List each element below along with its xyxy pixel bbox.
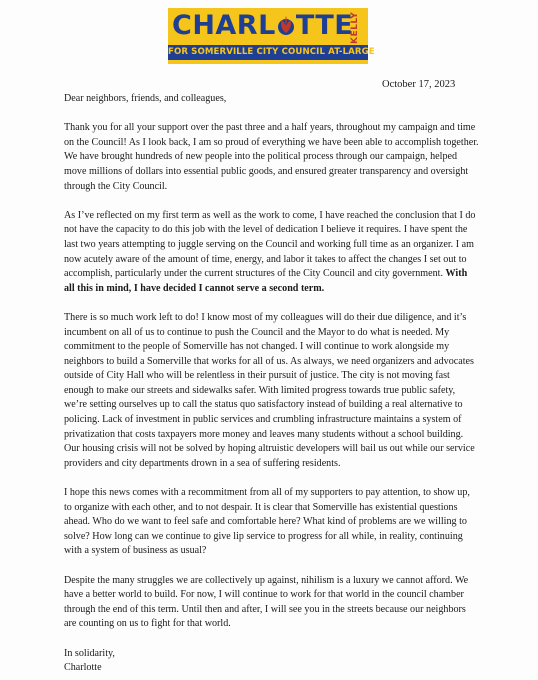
signature: Charlotte: [64, 662, 102, 674]
campaign-logo: [168, 8, 375, 64]
logo-wordmark: [172, 9, 354, 43]
paragraph-2-text: As I’ve reflected on my first term as well as the work to come, I have reached the conclusion that I do not have the capacity to do this job with the level of dedication I believe it requires. I have spent the last two years attempting to juggle serving on the Council and working full time as an organizer. I am now acutely aware of the amount of time, energy, and labor it takes to affect the changes I set out to accomplish, particularly under the current structures of the City Council and city government.: [64, 209, 476, 280]
paragraph-4: I hope this news comes with a recommitment from all of my supporters to pay attention, to show up, to organize with each other, and to not despair. It is clear that Somerville has existential questions ahead. Who do we want to feel safe and comfortable here? What kind of problems are we willing to solve? How long can we continue to give lip service to progress for all while, in reality, continuing with a system of business as usual?: [64, 487, 470, 557]
letter-date: October 17, 2023: [382, 79, 456, 90]
flower-icon: [277, 12, 295, 36]
paragraph-5: Despite the many struggles we are collectively up against, nihilism is a luxury we cannot afford. We have a better world to build. For now, I will continue to work for that world in the council chamber through the end of this term. Until then and after, I will see you in the streets because our neighbors are counting on us to fight for that world.: [64, 574, 469, 630]
closing-salutation: In solidarity,: [64, 647, 115, 659]
letter-closing: [64, 647, 480, 676]
paragraph-3: There is so much work left to do! I know most of my colleagues will do their due diligence, and it’s incumbent on all of us to continue to push the Council and the Mayor to do what is needed. My commitment to the people of Somerville has not changed. I will continue to work alongside my neighbors to build a Somerville that works for all of us. As always, we need organizers and advocates outside of City Hall who will be relentless in their pursuit of justice. The city is not moving fast enough to make our streets and sidewalks safer. With limited progress towards true public safety, we’re setting ourselves up to call the status quo satisfactory instead of building a real alternative to policing. Lack of investment in public services and crumbling infrastructure maintains a system of privatization that costs taxpayers more money and leaves many students without a school building. Our housing crisis will not be solved by hoping altruistic developers will bail us out while our service providers and city departments drown in a sea of suffering residents.: [64, 311, 475, 469]
letter-greeting: Dear neighbors, friends, and colleagues,: [64, 93, 227, 104]
paragraph-2-bold: With all this in mind, I have decided I cannot serve a second term.: [64, 268, 468, 294]
logo-name-rest: TTE: [295, 10, 354, 41]
logo-surname: KELLY: [350, 11, 360, 45]
paragraph-1: Thank you for all your support over the past three and a half years, throughout my campaign and time on the Council! As I look back, I am so proud of everything we have been able to accomplish together. We have brought hundreds of new people into the political process through our campaign, helped move millions of dollars into essential public goods, and ensured greater transparency and oversight through the City Council.: [64, 122, 479, 192]
logo-tagline: FOR SOMERVILLE CITY COUNCIL AT-LARGE: [168, 45, 368, 60]
letter-body: [64, 92, 480, 676]
paragraph-2: [64, 209, 480, 297]
logo-name-first: CHARL: [172, 10, 276, 41]
